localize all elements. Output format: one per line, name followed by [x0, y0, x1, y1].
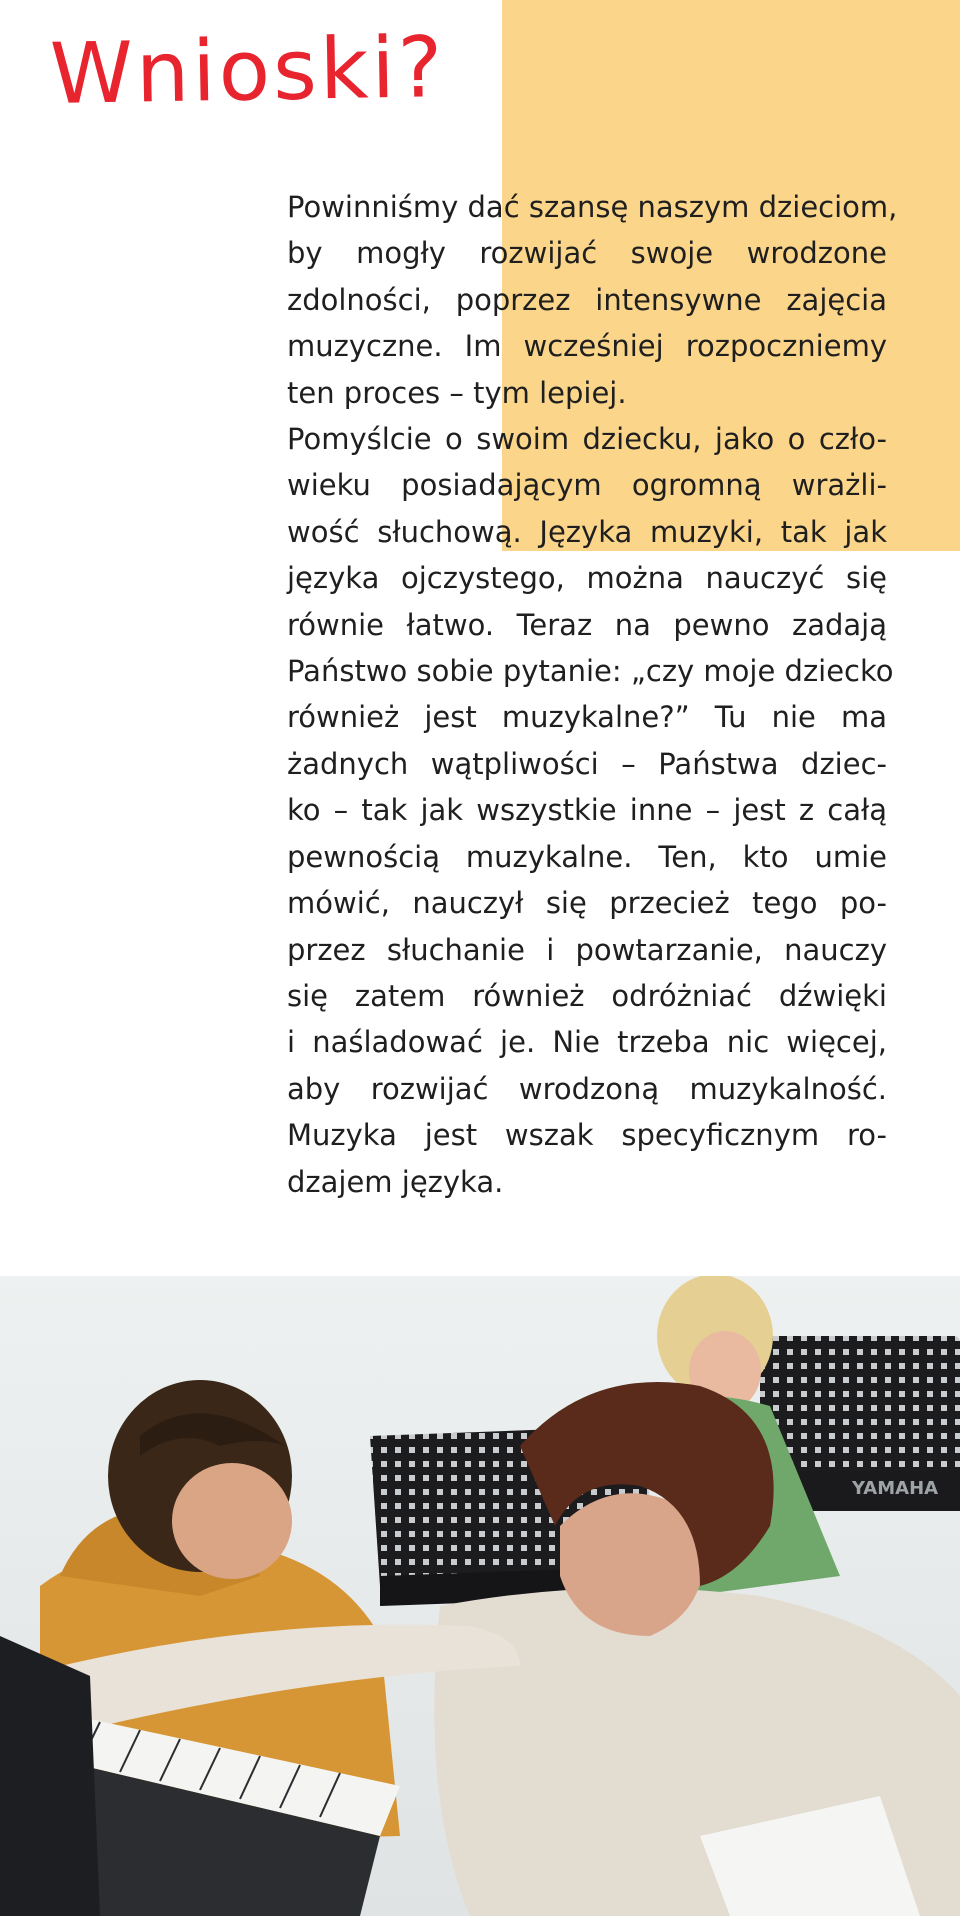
text-line: żadnych wątpliwości – Państwa dziec- [287, 746, 887, 781]
text-line: mówić, nauczył się przecież tego po- [287, 886, 887, 921]
text-line: się zatem również odróżniać dźwięki [287, 978, 887, 1013]
text-line: Powinniśmy dać szansę naszym dzieciom, [287, 190, 898, 224]
text-line: by mogły rozwijać swoje wrodzone [287, 236, 887, 271]
text-line: Pomyślcie o swoim dziecku, jako o czło- [287, 422, 887, 457]
text-line: pewnością muzykalne. Ten, kto umie [287, 839, 887, 874]
text-line: przez słuchanie i powtarzanie, nauczy [287, 932, 887, 967]
page-title: Wnioski? [49, 18, 447, 123]
text-line: Muzyka jest wszak specyficznym ro- [287, 1118, 887, 1153]
text-line: ten proces – tym lepiej. [287, 375, 627, 410]
text-line: równie łatwo. Teraz na pewno zadają [287, 607, 887, 642]
text-line: zdolności, poprzez intensywne zajęcia [287, 282, 887, 317]
text-line: wość słuchową. Języka muzyki, tak jak [287, 514, 887, 549]
text-line: również jest muzykalne?” Tu nie ma [287, 700, 887, 735]
text-line: ko – tak jak wszystkie inne – jest z całą [287, 793, 887, 828]
text-line: Państwo sobie pytanie: „czy moje dziecko [287, 654, 894, 689]
brand-label: YAMAHA [852, 1478, 939, 1499]
text-line: i naśladować je. Nie trzeba nic więcej, [287, 1025, 887, 1060]
text-line: wieku posiadającym ogromną wrażli- [287, 468, 887, 503]
text-line: muzyczne. Im wcześniej rozpoczniemy [287, 329, 887, 364]
text-line: języka ojczystego, można nauczyć się [287, 561, 887, 596]
photo-illustration [0, 1276, 960, 1916]
photo-music-lesson [0, 1276, 960, 1916]
text-line: dzajem języka. [287, 1164, 504, 1199]
body-paragraph [287, 184, 898, 1205]
text-line: aby rozwijać wrodzoną muzykalność. [287, 1071, 887, 1106]
